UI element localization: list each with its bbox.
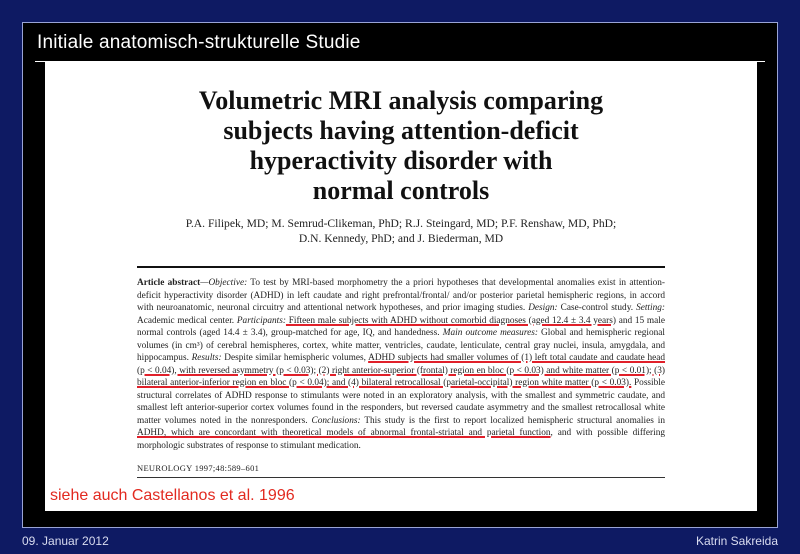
paper-authors bbox=[45, 216, 757, 246]
abstract-label: Setting: bbox=[636, 303, 665, 313]
highlighted-participants: Fifteen male subjects with ADHD without comorbid diagnoses (aged 12.4 ± 3.4 years) bbox=[285, 315, 616, 326]
abstract-text: To test by MRI-based morphometry the a priori hypotheses that developmental anomalies exist in attention-deficit hyperactivity disorder (ADHD) in left caudate and right prefrontal/frontal/ and/or posterior parietal hemispheric regions, in accord with neuroanatomic, neuronal circuitry and attentional network hypotheses, and prior imaging studies. bbox=[137, 278, 665, 313]
abstract-text: This study is the first to report localized hemispheric structural anomalies in bbox=[360, 415, 665, 426]
bottom-divider bbox=[137, 477, 665, 478]
footer-author: Katrin Sakreida bbox=[695, 534, 778, 548]
abstract-text: Global and hemispheric regional volumes (in cm³) of cerebral hemispheres, cortex, white matter, ventricles, caudate, lenticulate, central gray nuclei, insula, amygdala, and hippocampus. bbox=[137, 328, 666, 363]
abstract-label: Main outcome measures: bbox=[442, 328, 538, 338]
paper-title-line: subjects having attention-deficit bbox=[223, 116, 579, 145]
abstract-label: Results: bbox=[191, 353, 222, 363]
paper-title-line: normal controls bbox=[312, 176, 490, 205]
highlighted-conclusion: ADHD, which are concordant with theoretical models of abnormal frontal-striatal and parietal function bbox=[137, 428, 551, 438]
paper-citation: NEUROLOGY 1997;48:589–601 bbox=[137, 463, 260, 473]
slide-title: Initiale anatomisch-strukturelle Studie bbox=[37, 32, 361, 53]
abstract-label: Participants: bbox=[236, 315, 286, 326]
abstract-text: , and with possible differing morphologic substrates of response to stimulant medication. bbox=[137, 428, 665, 451]
abstract-label: Conclusions: bbox=[311, 415, 361, 426]
abstract-label: —Objective: bbox=[200, 278, 248, 288]
authors-line: P.A. Filipek, MD; M. Semrud-Clikeman, PhD; R.J. Steingard, MD; P.F. Renshaw, MD, PhD; bbox=[185, 217, 617, 230]
abstract-label: Design: bbox=[528, 303, 558, 313]
authors-line: D.N. Kennedy, PhD; and J. Biederman, MD bbox=[298, 232, 504, 245]
paper-title bbox=[45, 86, 757, 206]
paper-abstract bbox=[137, 277, 665, 452]
abstract-text: Case-control study. bbox=[557, 303, 637, 313]
see-also-note: siehe auch Castellanos et al. 1996 bbox=[50, 487, 295, 504]
abstract-text: Despite similar hemispheric volumes, bbox=[221, 353, 369, 363]
footer-date: 09. Januar 2012 bbox=[22, 534, 109, 548]
paper-title-line: hyperactivity disorder with bbox=[249, 146, 553, 175]
abstract-text: Possible structural correlates of ADHD response to stimulants were noted in an exploratory analysis, with the smallest and symmetric caudate, and smallest left anterior-superior cortex volumes found in the responders, but reversed caudate asymmetry and the smallest retrocallosal white matter volumes noted in the nonresponders. bbox=[137, 378, 665, 426]
abstract-text: and 15 male normal controls (aged 14.4 ± 3.4), group-matched for age, IQ, and handedness. bbox=[137, 315, 665, 338]
abstract-text: Academic medical center. bbox=[137, 315, 237, 326]
abstract-divider bbox=[137, 266, 665, 268]
abstract-lead: Article abstract bbox=[137, 278, 201, 288]
paper-excerpt bbox=[45, 61, 757, 511]
highlighted-results: ADHD subjects had smaller volumes of (1) left total caudate and caudate head (p < 0.04), with reversed asymmetry (p < 0.03); (2) right anterior-superior (frontal) region en bloc (p < 0.03) and white matter (p < 0.01); (3) bilateral anterior-inferior region en bloc (p < 0.04); and (4) bilateral retrocallosal (parietal-occipital) region white matter (p < 0.03). bbox=[137, 353, 666, 388]
paper-title-line: Volumetric MRI analysis comparing bbox=[198, 86, 604, 115]
